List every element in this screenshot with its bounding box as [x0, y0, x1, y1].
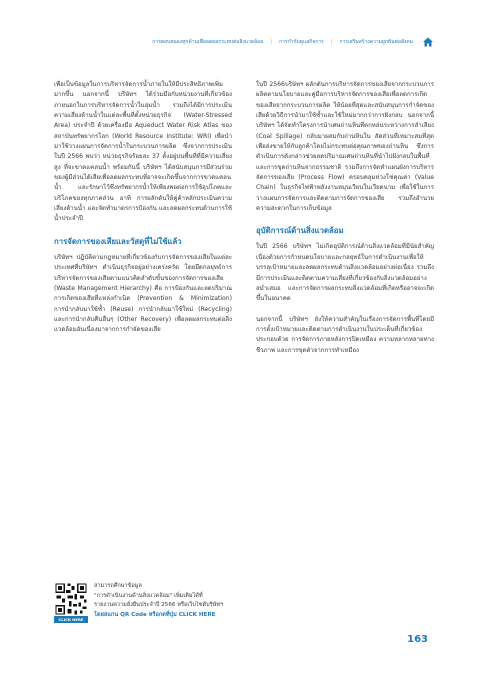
qr-code-icon[interactable] — [54, 582, 88, 616]
water-management-paragraph: เพื่อเป็นข้อมูลในการบริหารจัดการน้ำภายในให้มีประสิทธิภาพเพิ่มมากขึ้น นอกจากนี้ บริษัทฯ ได้ร่วมมือกับหน่วยงานที่เกี่ยวข้องภายนอกในการบริหารจัดการน้ำในลุ่มน้ำ รวมถึงได้มีการประเมินความเสี่ยงด้านน้ำในแต่ละพื้นที่ตั้งหน่วยธุรกิจ (Water-Stressed Area) ประจำปี ด้วยเครื่องมือ Aqueduct Water Risk Atlas ของสถาบันทรัพยากรโลก (World Resource Institute: WRI) เพื่อนำมาใช้วางแผนการจัดการน้ำในกระบวนการผลิต ซึ่งจากการประเมินในปี 2566 พบว่า หน่วยธุรกิจร้อยละ 37 ตั้งอยู่บนพื้นที่ที่มีความเสี่ยงสูง ที่จะขาดแคลนน้ำ พร้อมกันนี้ บริษัทฯ ได้สนับสนุนการมีส่วนร่วมของผู้มีส่วนได้เสียเพื่อลดผลกระทบที่อาจจะเกิดขึ้นจากการขาดแคลนน้ำ และรักษาไว้ซึ่งทรัพยากรน้ำให้เพียงพอต่อการใช้อุปโภคและบริโภคของทุกภาคส่วน อาทิ การผลักดันให้คู่ค้าหลักประเมินความเสี่ยงด้านน้ำ และจัดทำมาตรการป้องกัน และลดผลกระทบด้านการใช้น้ำประจำปี — [54, 81, 232, 223]
environmental-incident-heading: อุบัติการณ์ด้านสิ่งแวดล้อม — [256, 226, 344, 236]
qr-caption-line: รายงานความยั่งยืนประจำปี 2566 หรือเว็บไซต์บริษัทฯ — [94, 602, 224, 609]
qr-caption-line: "การดำเนินงานด้านสิ่งแวดล้อม" เพิ่มเติมได้ที่ — [94, 592, 203, 599]
waste-management-paragraph: บริษัทฯ ปฏิบัติตามกฎหมายที่เกี่ยวข้องกับการจัดการของเสียในแต่ละประเทศที่บริษัทฯ ดำเนินธุรกิจอยู่อย่างเคร่งครัด โดยยึดกลยุทธ์การบริหารจัดการของเสียตามแนวคิดลำดับขั้นของการจัดการของเสีย (Waste Management Hierarchy) คือ การป้องกันและลดปริมาณการเกิดของเสียที่แหล่งกำเนิด (Prevention & Minimization) การนำกลับมาใช้ซ้ำ (Reuse) การนำกลับมาใช้ใหม่ (Recycling) และการนำกลับคืนอื่นๆ (Other Recovery) เพื่อลดผลกระทบต่อสิ่งแวดล้อมอันเนื่องมาจากการกำจัดของเสีย — [54, 253, 232, 334]
waste-program-paragraph: ในปี 2566บริษัทฯ ผลักดันการบริหารจัดการของเสียจากกระบวนการผลิตตามนโยบายและคู่มือการบริหารจัดการของเสียเพื่อลดการเกิดของเสียจากกระบวนการผลิต ให้น้อยที่สุดและสนับสนุนการกำจัดของเสียด้วยวิธีการนำมาใช้ซ้ำและใช้ใหม่มากกว่าการฝังกลบ นอกจากนี้ บริษัทฯ ได้จัดทำโครงการนำเศษถ่านหินที่ตกหล่นระหว่างการลำเลียง (Coal Spillage) กลับมาผสมกับถ่านหินใน สัดส่วนที่เหมาะสมที่สุด เพื่อส่งขายให้กับลูกค้าโดยไม่กระทบต่อคุณภาพของถ่านหิน ซึ่งการดำเนินการดังกล่าวช่วยลดปริมาณเศษถ่านหินที่นำไปฝังกลบในพื้นที่ และการขุดถ่านหินจากธรรมชาติ รวมถึงการจัดทำแผนผังการบริหารจัดการของเสีย (Process Flow) ครอบคลุมห่วงโซ่คุณค่า (Value Chain) ในธุรกิจไฟฟ้าพลังงานหมุนเวียนในเวียดนาม เพื่อใช้ในการวางแผนการจัดการและติดตามการจัดการของเสีย รวมถึงอำนวยความสะดวกในการเก็บข้อมูล — [256, 81, 434, 213]
qr-link[interactable]: โดยสแกน QR Code หรือกดที่ปุ่ม CLICK HERE — [94, 611, 216, 618]
right-column — [256, 80, 434, 356]
left-column — [54, 80, 232, 336]
home-icon[interactable] — [422, 36, 434, 48]
waste-management-heading: การจัดการของเสียและวัสดุที่ไม่ใช้แล้ว — [54, 236, 182, 246]
qr-section — [54, 582, 294, 623]
nav-item-governance[interactable]: การกำกับดูแลกิจการ — [279, 39, 324, 45]
qr-caption-line: สามารถศึกษาข้อมูล — [94, 583, 142, 589]
nav-separator: | — [270, 39, 273, 45]
qr-caption — [94, 582, 294, 620]
nav-separator: | — [330, 39, 333, 45]
page-number: 163 — [407, 634, 428, 645]
nav-item-social[interactable]: การเสริมสร้างความผูกพันต่อสังคม — [339, 39, 413, 45]
click-here-button[interactable]: CLICK HERE — [54, 616, 88, 623]
land-management-paragraph: นอกจากนี้ บริษัทฯ ยังให้ความสำคัญในเรื่องการจัดการพื้นที่โดยมีการตั้งเป้าหมายและติดตามการดำเนินงานในประเด็นที่เกี่ยวข้อง ประกอบด้วย การจัดการภายหลังการปิดเหมือง ความหลากหลายทางชีวภาพ และการขุดตัวจากการทำเหมือง — [256, 315, 434, 354]
environmental-incident-paragraph: ในปี 2566 บริษัทฯ ไม่เกิดอุบัติการณ์ด้านสิ่งแวดล้อมที่มีนัยสำคัญเนื่องด้วยการกำหนดนโยบายและกลยุทธ์ในการดำเนินงานเพื่อให้บรรลุเป้าหมายและลดผลกระทบด้านสิ่งแวดล้อมอย่างต่อเนื่อง รวมถึงมีการประเมินและติดตามความเสี่ยงที่เกี่ยวข้องกับสิ่งแวดล้อมอย่างสม่ำเสมอ และการจัดการผลกระทบสิ่งแวดล้อมที่เกิดหรืออาจจะเกิดขึ้นในอนาคต — [256, 243, 434, 303]
qr-code-block[interactable] — [54, 582, 88, 623]
top-navigation — [152, 36, 434, 48]
nav-item-environment[interactable]: การตอบสนองทุกด้านเพื่อลดผลกระทบต่อสิ่งแวดล้อม — [152, 39, 264, 45]
